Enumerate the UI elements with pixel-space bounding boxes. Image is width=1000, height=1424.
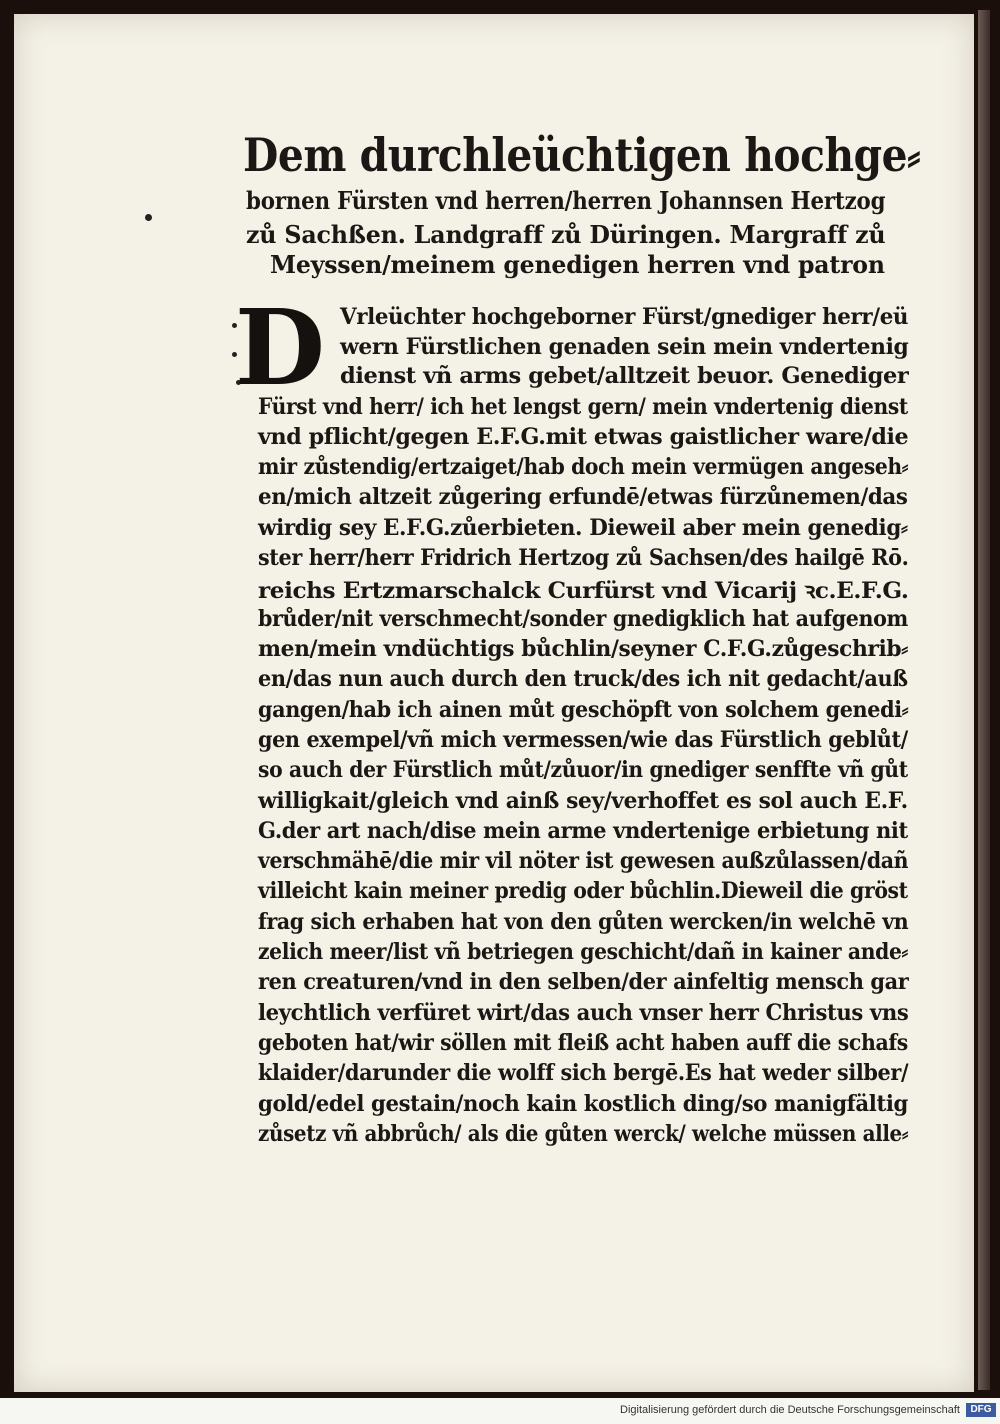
heading-line: zů Sachßen. Landgraff zů Düringen. Margraff zů bbox=[246, 220, 886, 249]
text-line: gangen/hab ich ainen můt geschöpft von solchem genedi⸗ bbox=[258, 697, 909, 723]
text-line: klaider/darunder die wolff sich bergē.Es hat weder silber/ bbox=[258, 1060, 909, 1086]
text-line: Fürst vnd herr/ ich het lengst gern/ mein vndertenig dienst bbox=[258, 394, 908, 420]
text-line: en/mich altzeit zůgering erfundē/etwas fürzůnemen/das bbox=[258, 484, 908, 510]
text-line: ren creaturen/vnd in den selben/der ainfeltig mensch gar bbox=[258, 969, 909, 995]
text-line: gold/edel gestain/noch kain kostlich ding/so manigfältig bbox=[258, 1091, 908, 1117]
text-line: so auch der Fürstlich můt/zůuor/in gnediger senffte vñ gůt bbox=[258, 757, 908, 783]
text-line: dienst vñ arms gebet/alltzeit beuor. Genediger bbox=[340, 363, 909, 389]
margin-mark bbox=[145, 214, 152, 221]
heading-line: bornen Fürsten vnd herren/herren Johannsen Hertzog bbox=[246, 186, 886, 215]
page-edge bbox=[978, 10, 990, 1390]
text-line: leychtlich verfüret wirt/das auch vnser herr Christus vns bbox=[258, 1000, 909, 1026]
text-line: zelich meer/list vñ betriegen geschicht/dañ in kainer ande⸗ bbox=[258, 939, 908, 965]
text-line: vnd pflicht/gegen E.F.G.mit etwas gaistlicher ware/die bbox=[258, 424, 909, 450]
heading-title: Dem durchleüchtigen hochge⸗ bbox=[243, 128, 921, 182]
text-line: Vrleüchter hochgeborner Fürst/gnediger herr/eü bbox=[340, 304, 909, 330]
heading-line: Meyssen/meinem genedigen herren vnd patron bbox=[270, 250, 885, 279]
text-line: ster herr/herr Fridrich Hertzog zů Sachsen/des hailgē Rō. bbox=[258, 545, 909, 571]
text-line: brůder/nit verschmecht/sonder gnedigklich hat aufgenom bbox=[258, 606, 908, 632]
text-line: zůsetz vñ abbrůch/ als die gůten werck/ welche müssen alle⸗ bbox=[258, 1121, 909, 1147]
text-line: wirdig sey E.F.G.zůerbieten. Dieweil aber mein genedig⸗ bbox=[258, 515, 908, 541]
text-line: men/mein vndüchtigs bůchlin/seyner C.F.G.zůgeschrib⸗ bbox=[258, 636, 909, 662]
text-line: verschmähē/die mir vil nöter ist gewesen außzůlassen/dañ bbox=[258, 848, 909, 874]
text-line: mir zůstendig/ertzaiget/hab doch mein vermügen angeseh⸗ bbox=[258, 454, 909, 480]
text-line: geboten hat/wir söllen mit fleiß acht haben auff die schafs bbox=[258, 1030, 908, 1056]
text-line: reichs Ertzmarschalck Curfürst vnd Vicarij ꝛc.E.F.G. bbox=[258, 578, 909, 604]
text-line: gen exempel/vñ mich vermessen/wie das Fürstlich geblůt/ bbox=[258, 727, 908, 753]
text-line: willigkait/gleich vnd ainß sey/verhoffet es sol auch E.F. bbox=[258, 788, 908, 814]
dfg-logo: DFG bbox=[966, 1403, 996, 1417]
text-line: frag sich erhaben hat von den gůten wercken/in welchē vn bbox=[258, 909, 909, 935]
decorated-initial: D bbox=[234, 286, 326, 409]
funding-note: Digitalisierung gefördert durch die Deutsche Forschungsgemeinschaft bbox=[620, 1404, 960, 1416]
text-line: en/das nun auch durch den truck/des ich nit gedacht/auß bbox=[258, 666, 908, 692]
text-line: wern Fürstlichen genaden sein mein vndertenig bbox=[340, 334, 909, 360]
footer-bar bbox=[0, 1398, 1000, 1424]
text-line: villeicht kain meiner predig oder bůchlin.Dieweil die gröst bbox=[258, 878, 908, 904]
text-line: G.der art nach/dise mein arme vndertenige erbietung nit bbox=[258, 818, 908, 844]
